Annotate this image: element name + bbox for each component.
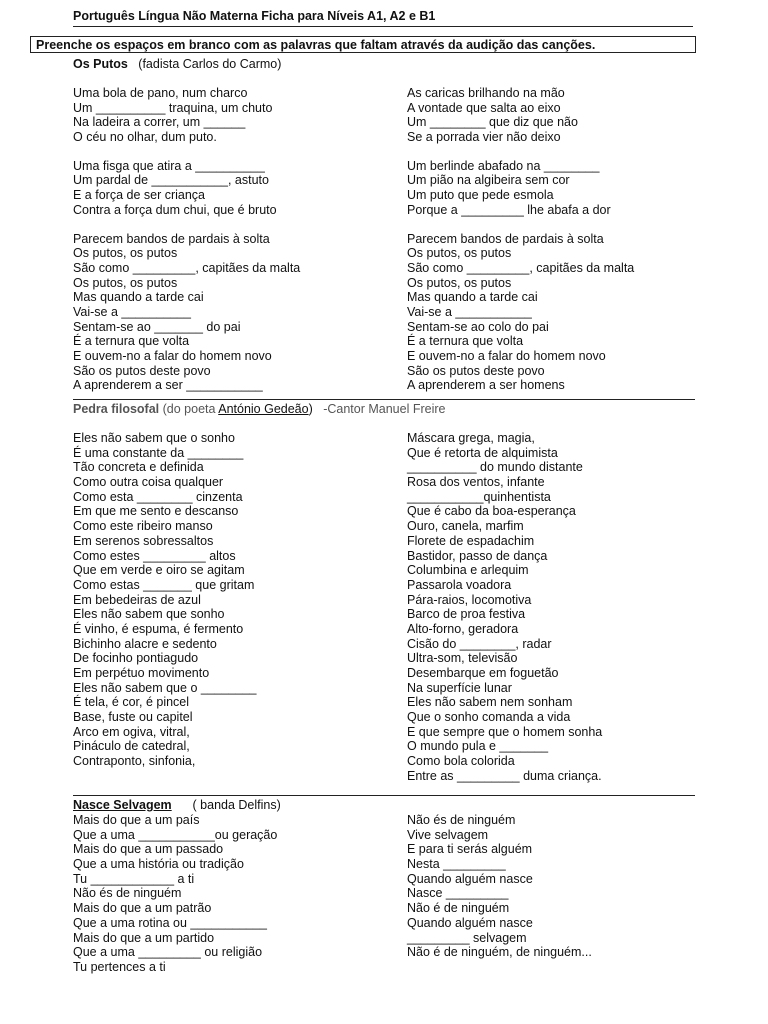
- lyric-line: Passarola voadora: [407, 577, 512, 592]
- lyrics-left-column: [73, 72, 407, 393]
- stanza: [73, 232, 407, 394]
- lyric-line: Se a porrada vier não deixo: [407, 130, 561, 145]
- lyric-line: Não és de ninguém: [407, 813, 516, 827]
- song-title: Os Putos: [73, 57, 128, 71]
- lyric-line: Pináculo de catedral,: [73, 739, 190, 754]
- song-title-line: [73, 56, 695, 72]
- lyric-line: Uma bola de pano, num charco: [73, 86, 248, 100]
- lyric-line: Um pardal de ___________, astuto: [73, 173, 269, 188]
- lyric-line: Mais do que a um passado: [73, 842, 224, 857]
- song-pedra-filosofal: [73, 401, 695, 784]
- instruction-text: Preenche os espaços em branco com as palavras que faltam através da audição das canções.: [36, 38, 596, 52]
- lyrics-right-column: [407, 431, 695, 784]
- lyric-line: A vontade que salta ao eixo: [407, 100, 561, 115]
- poet-prefix: (do poeta: [162, 402, 219, 416]
- lyric-line: São como _________, capitães da malta: [407, 260, 635, 275]
- lyric-line: É vinho, é espuma, é fermento: [73, 621, 244, 636]
- song-title-line: [73, 797, 695, 813]
- lyric-line: Não é de ninguém: [407, 901, 510, 916]
- lyric-line: Máscara grega, magia,: [407, 431, 535, 445]
- lyric-line: Quando alguém nasce: [407, 871, 533, 886]
- lyric-line: Quando alguém nasce: [407, 915, 533, 930]
- lyric-line: Ultra-som, televisão: [407, 651, 518, 666]
- lyric-line: Desembarque em foguetão: [407, 666, 559, 680]
- worksheet-title: Português Língua Não Materna Ficha para Níveis A1, A2 e B1: [73, 9, 436, 23]
- lyric-line: _________ selvagem: [407, 930, 527, 945]
- stanza: [73, 86, 407, 145]
- lyric-line: Barco de proa festiva: [407, 607, 526, 622]
- lyric-line: Que a uma _________ ou religião: [73, 945, 263, 960]
- section-divider: [73, 399, 695, 400]
- lyric-line: Em que me sento e descanso: [73, 504, 239, 519]
- lyric-line: Um __________ traquina, um chuto: [73, 100, 273, 115]
- lyrics-right-column: [407, 813, 695, 975]
- lyric-line: Não és de ninguém: [73, 886, 182, 901]
- lyric-line: E ouvem-no a falar do homem novo: [73, 349, 272, 363]
- lyric-line: Entre as _________ duma criança.: [407, 768, 602, 783]
- lyric-line: Em serenos sobressaltos: [73, 533, 214, 548]
- lyric-line: As caricas brilhando na mão: [407, 86, 565, 100]
- lyric-line: Bastidor, passo de dança: [407, 548, 548, 563]
- lyric-line: Um berlinde abafado na ________: [407, 158, 600, 173]
- lyric-line: Mas quando a tarde cai: [73, 290, 204, 305]
- lyric-line: Porque a _________ lhe abafa a dor: [407, 202, 611, 217]
- stanza: [407, 232, 695, 394]
- lyric-line: Mais do que a um patrão: [73, 901, 212, 916]
- lyric-line: Que o sonho comanda a vida: [407, 710, 571, 725]
- lyric-line: A aprenderem a ser ___________: [73, 378, 263, 393]
- lyric-line: __________ do mundo distante: [407, 460, 583, 475]
- lyric-line: Alto-forno, geradora: [407, 621, 519, 636]
- lyric-line: Eles não sabem que o sonho: [73, 431, 235, 445]
- lyric-line: São os putos deste povo: [407, 363, 545, 378]
- stanza: [407, 159, 695, 218]
- lyrics-left-column: [73, 431, 407, 784]
- lyric-line: Que é cabo da boa-esperança: [407, 504, 576, 519]
- song-title: Nasce Selvagem: [73, 798, 172, 812]
- lyric-line: Como este ribeiro manso: [73, 519, 213, 534]
- stanza: [407, 86, 695, 145]
- lyric-line: Vai-se a __________: [73, 304, 191, 319]
- song-title: Pedra filosofal: [73, 402, 160, 416]
- lyric-line: Não é de ninguém, de ninguém...: [407, 945, 592, 960]
- lyric-line: Um ________ que diz que não: [407, 115, 578, 130]
- lyric-line: É uma constante da ________: [73, 445, 244, 460]
- page-header: [73, 9, 693, 27]
- lyric-line: Bichinho alacre e sedento: [73, 636, 217, 651]
- lyric-line: Mais do que a um partido: [73, 930, 215, 945]
- lyric-line: Contra a força dum chui, que é bruto: [73, 202, 277, 217]
- lyrics-right-column: [407, 72, 695, 393]
- lyric-line: Os putos, os putos: [407, 275, 512, 290]
- lyric-line: Uma fisga que atira a __________: [73, 158, 265, 173]
- lyric-line: Sentam-se ao colo do pai: [407, 319, 549, 334]
- lyric-line: São como _________, capitães da malta: [73, 260, 301, 275]
- lyric-line: E ouvem-no a falar do homem novo: [407, 349, 606, 363]
- lyric-line: Que a uma ___________ou geração: [73, 827, 278, 842]
- lyric-line: Eles não sabem que o ________: [73, 680, 257, 695]
- lyric-line: Vive selvagem: [407, 827, 489, 842]
- lyric-line: Nesta _________: [407, 857, 506, 872]
- lyric-line: Mas quando a tarde cai: [407, 290, 538, 305]
- lyric-line: Na ladeira a correr, um ______: [73, 115, 246, 130]
- lyric-line: Eles não sabem que sonho: [73, 607, 225, 622]
- song-os-putos: [73, 56, 695, 393]
- song-artist: ( banda Delfins): [192, 798, 281, 812]
- poet-suffix: ): [308, 402, 313, 416]
- lyric-line: ___________quinhentista: [407, 489, 551, 504]
- lyric-line: De focinho pontiagudo: [73, 651, 199, 666]
- lyric-line: Um puto que pede esmola: [407, 188, 554, 203]
- lyric-line: Sentam-se ao _______ do pai: [73, 319, 241, 334]
- lyric-line: Que a uma história ou tradição: [73, 857, 244, 872]
- lyric-line: E para ti serás alguém: [407, 842, 533, 857]
- lyric-line: São os putos deste povo: [73, 363, 211, 378]
- lyric-line: Columbina e arlequim: [407, 563, 529, 578]
- lyric-line: Parecem bandos de pardais à solta: [73, 231, 270, 246]
- lyric-line: Como estas _______ que gritam: [73, 577, 255, 592]
- lyric-line: Contraponto, sinfonia,: [73, 754, 196, 769]
- lyric-line: Tão concreta e definida: [73, 460, 204, 475]
- lyric-line: É tela, é cor, é pincel: [73, 695, 190, 710]
- lyric-line: Na superfície lunar: [407, 680, 512, 695]
- section-divider: [73, 795, 695, 796]
- song-artist: (fadista Carlos do Carmo): [138, 57, 282, 71]
- lyric-line: Pára-raios, locomotiva: [407, 592, 532, 607]
- lyrics-left-column: [73, 813, 407, 975]
- instruction-box: [30, 36, 696, 53]
- lyric-line: Em perpétuo movimento: [73, 666, 210, 680]
- singer-credit: -Cantor Manuel Freire: [316, 402, 446, 416]
- lyric-line: E a força de ser criança: [73, 188, 206, 203]
- lyric-line: Como outra coisa qualquer: [73, 475, 224, 490]
- lyric-line: Base, fuste ou capitel: [73, 710, 193, 725]
- lyric-line: Que em verde e oiro se agitam: [73, 563, 245, 578]
- lyric-line: Como bola colorida: [407, 754, 515, 769]
- lyric-line: Arco em ogiva, vitral,: [73, 724, 190, 739]
- lyric-line: É a ternura que volta: [407, 334, 524, 349]
- lyric-line: Nasce _________: [407, 886, 509, 901]
- lyric-line: E que sempre que o homem sonha: [407, 724, 603, 739]
- lyric-line: Que é retorta de alquimista: [407, 445, 558, 460]
- lyric-line: Florete de espadachim: [407, 533, 535, 548]
- lyric-line: Como estes _________ altos: [73, 548, 236, 563]
- lyric-line: Os putos, os putos: [407, 246, 512, 261]
- lyric-line: É a ternura que volta: [73, 334, 190, 349]
- lyric-line: Ouro, canela, marfim: [407, 519, 524, 534]
- lyric-line: O céu no olhar, dum puto.: [73, 130, 217, 145]
- lyric-line: Que a uma rotina ou ___________: [73, 915, 267, 930]
- poet-name: António Gedeão: [218, 402, 309, 416]
- lyric-line: Um pião na algibeira sem cor: [407, 173, 570, 188]
- lyric-line: Os putos, os putos: [73, 275, 178, 290]
- lyric-line: Tu pertences a ti: [73, 959, 166, 974]
- lyric-line: Rosa dos ventos, infante: [407, 475, 545, 490]
- lyric-line: Os putos, os putos: [73, 246, 178, 261]
- lyric-line: Em bebedeiras de azul: [73, 592, 201, 607]
- lyric-line: O mundo pula e _______: [407, 739, 549, 754]
- song-title-line: [73, 401, 695, 417]
- lyric-line: Mais do que a um país: [73, 813, 200, 827]
- lyric-line: Parecem bandos de pardais à solta: [407, 231, 604, 246]
- lyric-line: Eles não sabem nem sonham: [407, 695, 573, 710]
- song-nasce-selvagem: [73, 797, 695, 975]
- lyric-line: A aprenderem a ser homens: [407, 378, 565, 393]
- lyric-line: Cisão do ________, radar: [407, 636, 552, 651]
- stanza: [73, 159, 407, 218]
- lyric-line: Como esta ________ cinzenta: [73, 489, 243, 504]
- lyric-line: Vai-se a ___________: [407, 304, 532, 319]
- lyric-line: Tu ____________ a ti: [73, 871, 195, 886]
